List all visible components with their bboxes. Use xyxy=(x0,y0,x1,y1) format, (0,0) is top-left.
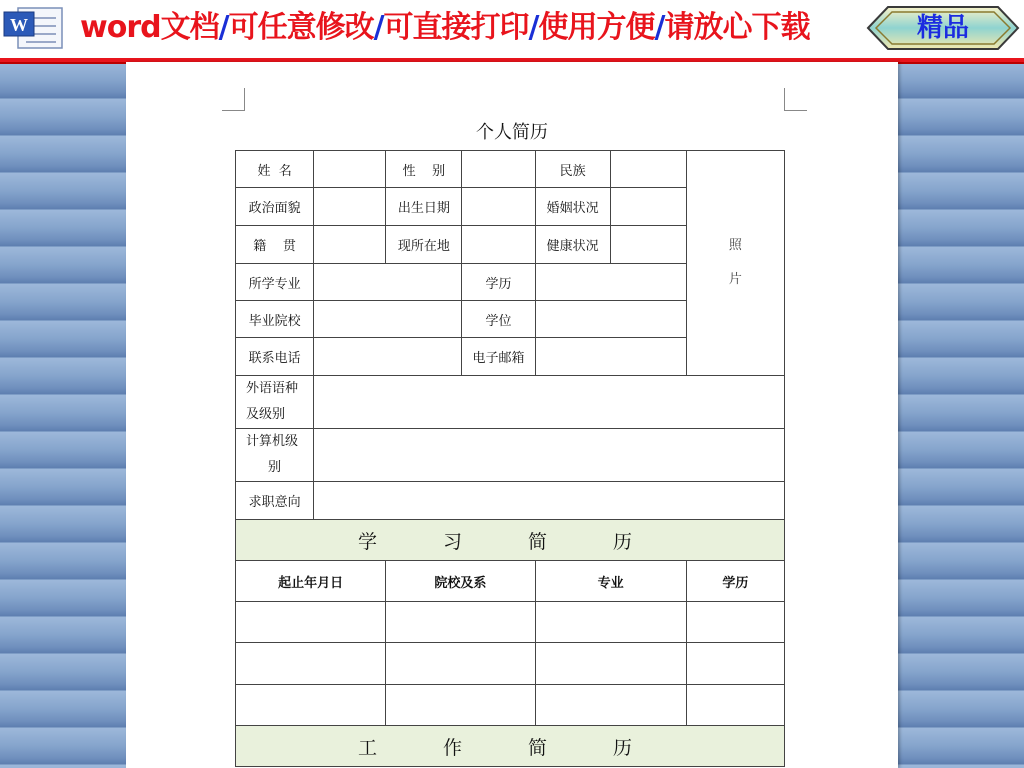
field-label: 现所在地 xyxy=(386,226,462,264)
section-title: 工 作 简 历 xyxy=(236,726,785,767)
table-cell[interactable] xyxy=(686,685,784,726)
table-cell[interactable] xyxy=(535,602,686,643)
field-value[interactable] xyxy=(314,301,462,338)
table-row xyxy=(236,376,785,429)
column-header: 起止年月日 xyxy=(236,561,386,602)
banner-segment: word文档 xyxy=(80,10,219,45)
field-label: 电子邮箱 xyxy=(462,338,535,376)
field-value[interactable] xyxy=(535,338,686,376)
table-row xyxy=(236,482,785,520)
field-label: 籍 贯 xyxy=(236,226,314,264)
photo-label: 照 xyxy=(728,238,742,253)
column-header: 专业 xyxy=(535,561,686,602)
field-label: 学历 xyxy=(462,264,535,301)
field-value[interactable] xyxy=(314,482,785,520)
field-label: 政治面貌 xyxy=(236,188,314,226)
crop-mark xyxy=(222,88,245,111)
field-label: 婚姻状况 xyxy=(535,188,610,226)
field-label: 性 别 xyxy=(386,151,462,188)
field-label-language xyxy=(236,376,314,429)
field-label: 求职意向 xyxy=(236,482,314,520)
banner-slash: / xyxy=(654,10,665,45)
photo-label: 片 xyxy=(728,272,742,287)
field-value[interactable] xyxy=(314,226,386,264)
field-value[interactable] xyxy=(314,429,785,482)
column-header: 学历 xyxy=(686,561,784,602)
label-line: 及级别 xyxy=(246,407,286,422)
field-value[interactable] xyxy=(535,301,686,338)
label-line: 计算机级 xyxy=(246,434,299,449)
table-cell[interactable] xyxy=(386,685,535,726)
section-header-study xyxy=(236,520,785,561)
field-value[interactable] xyxy=(462,151,535,188)
field-label: 民族 xyxy=(535,151,610,188)
table-cell[interactable] xyxy=(686,602,784,643)
label-line: 外语语种 xyxy=(246,381,299,396)
table-row xyxy=(236,151,785,188)
field-value[interactable] xyxy=(610,151,686,188)
field-value[interactable] xyxy=(462,226,535,264)
table-row xyxy=(236,429,785,482)
resume-table xyxy=(235,150,785,767)
banner-segment: 可直接打印 xyxy=(383,10,529,45)
field-label: 联系电话 xyxy=(236,338,314,376)
section-title: 学 习 简 历 xyxy=(236,520,785,561)
document-title: 个人简历 xyxy=(476,122,548,143)
premium-badge-label: 精品 xyxy=(916,13,969,43)
banner-slash: / xyxy=(528,10,539,45)
table-cell[interactable] xyxy=(535,643,686,685)
field-value[interactable] xyxy=(610,188,686,226)
table-row xyxy=(236,643,785,685)
table-cell[interactable] xyxy=(686,643,784,685)
field-value[interactable] xyxy=(314,151,386,188)
field-label: 毕业院校 xyxy=(236,301,314,338)
document-page xyxy=(126,62,898,768)
table-cell[interactable] xyxy=(386,602,535,643)
table-row xyxy=(236,602,785,643)
field-label: 健康状况 xyxy=(535,226,610,264)
field-value[interactable] xyxy=(314,376,785,429)
field-label-computer xyxy=(236,429,314,482)
table-cell[interactable] xyxy=(236,602,386,643)
field-label: 所学专业 xyxy=(236,264,314,301)
table-cell[interactable] xyxy=(535,685,686,726)
banner-segment: 可任意修改 xyxy=(228,10,374,45)
field-label: 姓 名 xyxy=(236,151,314,188)
banner-slash: / xyxy=(373,10,384,45)
field-label: 出生日期 xyxy=(386,188,462,226)
banner-segment: 使用方便 xyxy=(538,10,655,45)
banner-slogan xyxy=(80,6,809,50)
promo-banner xyxy=(0,0,1024,62)
field-value[interactable] xyxy=(535,264,686,301)
field-value[interactable] xyxy=(314,338,462,376)
table-cell[interactable] xyxy=(386,643,535,685)
table-cell[interactable] xyxy=(236,643,386,685)
banner-slash: / xyxy=(218,10,229,45)
table-row xyxy=(236,561,785,602)
field-label: 学位 xyxy=(462,301,535,338)
field-value[interactable] xyxy=(314,264,462,301)
svg-text:W: W xyxy=(10,15,28,35)
banner-segment: 请放心下载 xyxy=(664,10,810,45)
crop-mark xyxy=(784,88,807,111)
table-cell[interactable] xyxy=(236,685,386,726)
word-document-icon xyxy=(2,4,76,52)
field-value[interactable] xyxy=(462,188,535,226)
field-value[interactable] xyxy=(314,188,386,226)
column-header: 院校及系 xyxy=(386,561,535,602)
table-row xyxy=(236,685,785,726)
section-header-work xyxy=(236,726,785,767)
field-value[interactable] xyxy=(610,226,686,264)
photo-box[interactable] xyxy=(686,151,784,376)
label-line: 别 xyxy=(268,460,282,475)
